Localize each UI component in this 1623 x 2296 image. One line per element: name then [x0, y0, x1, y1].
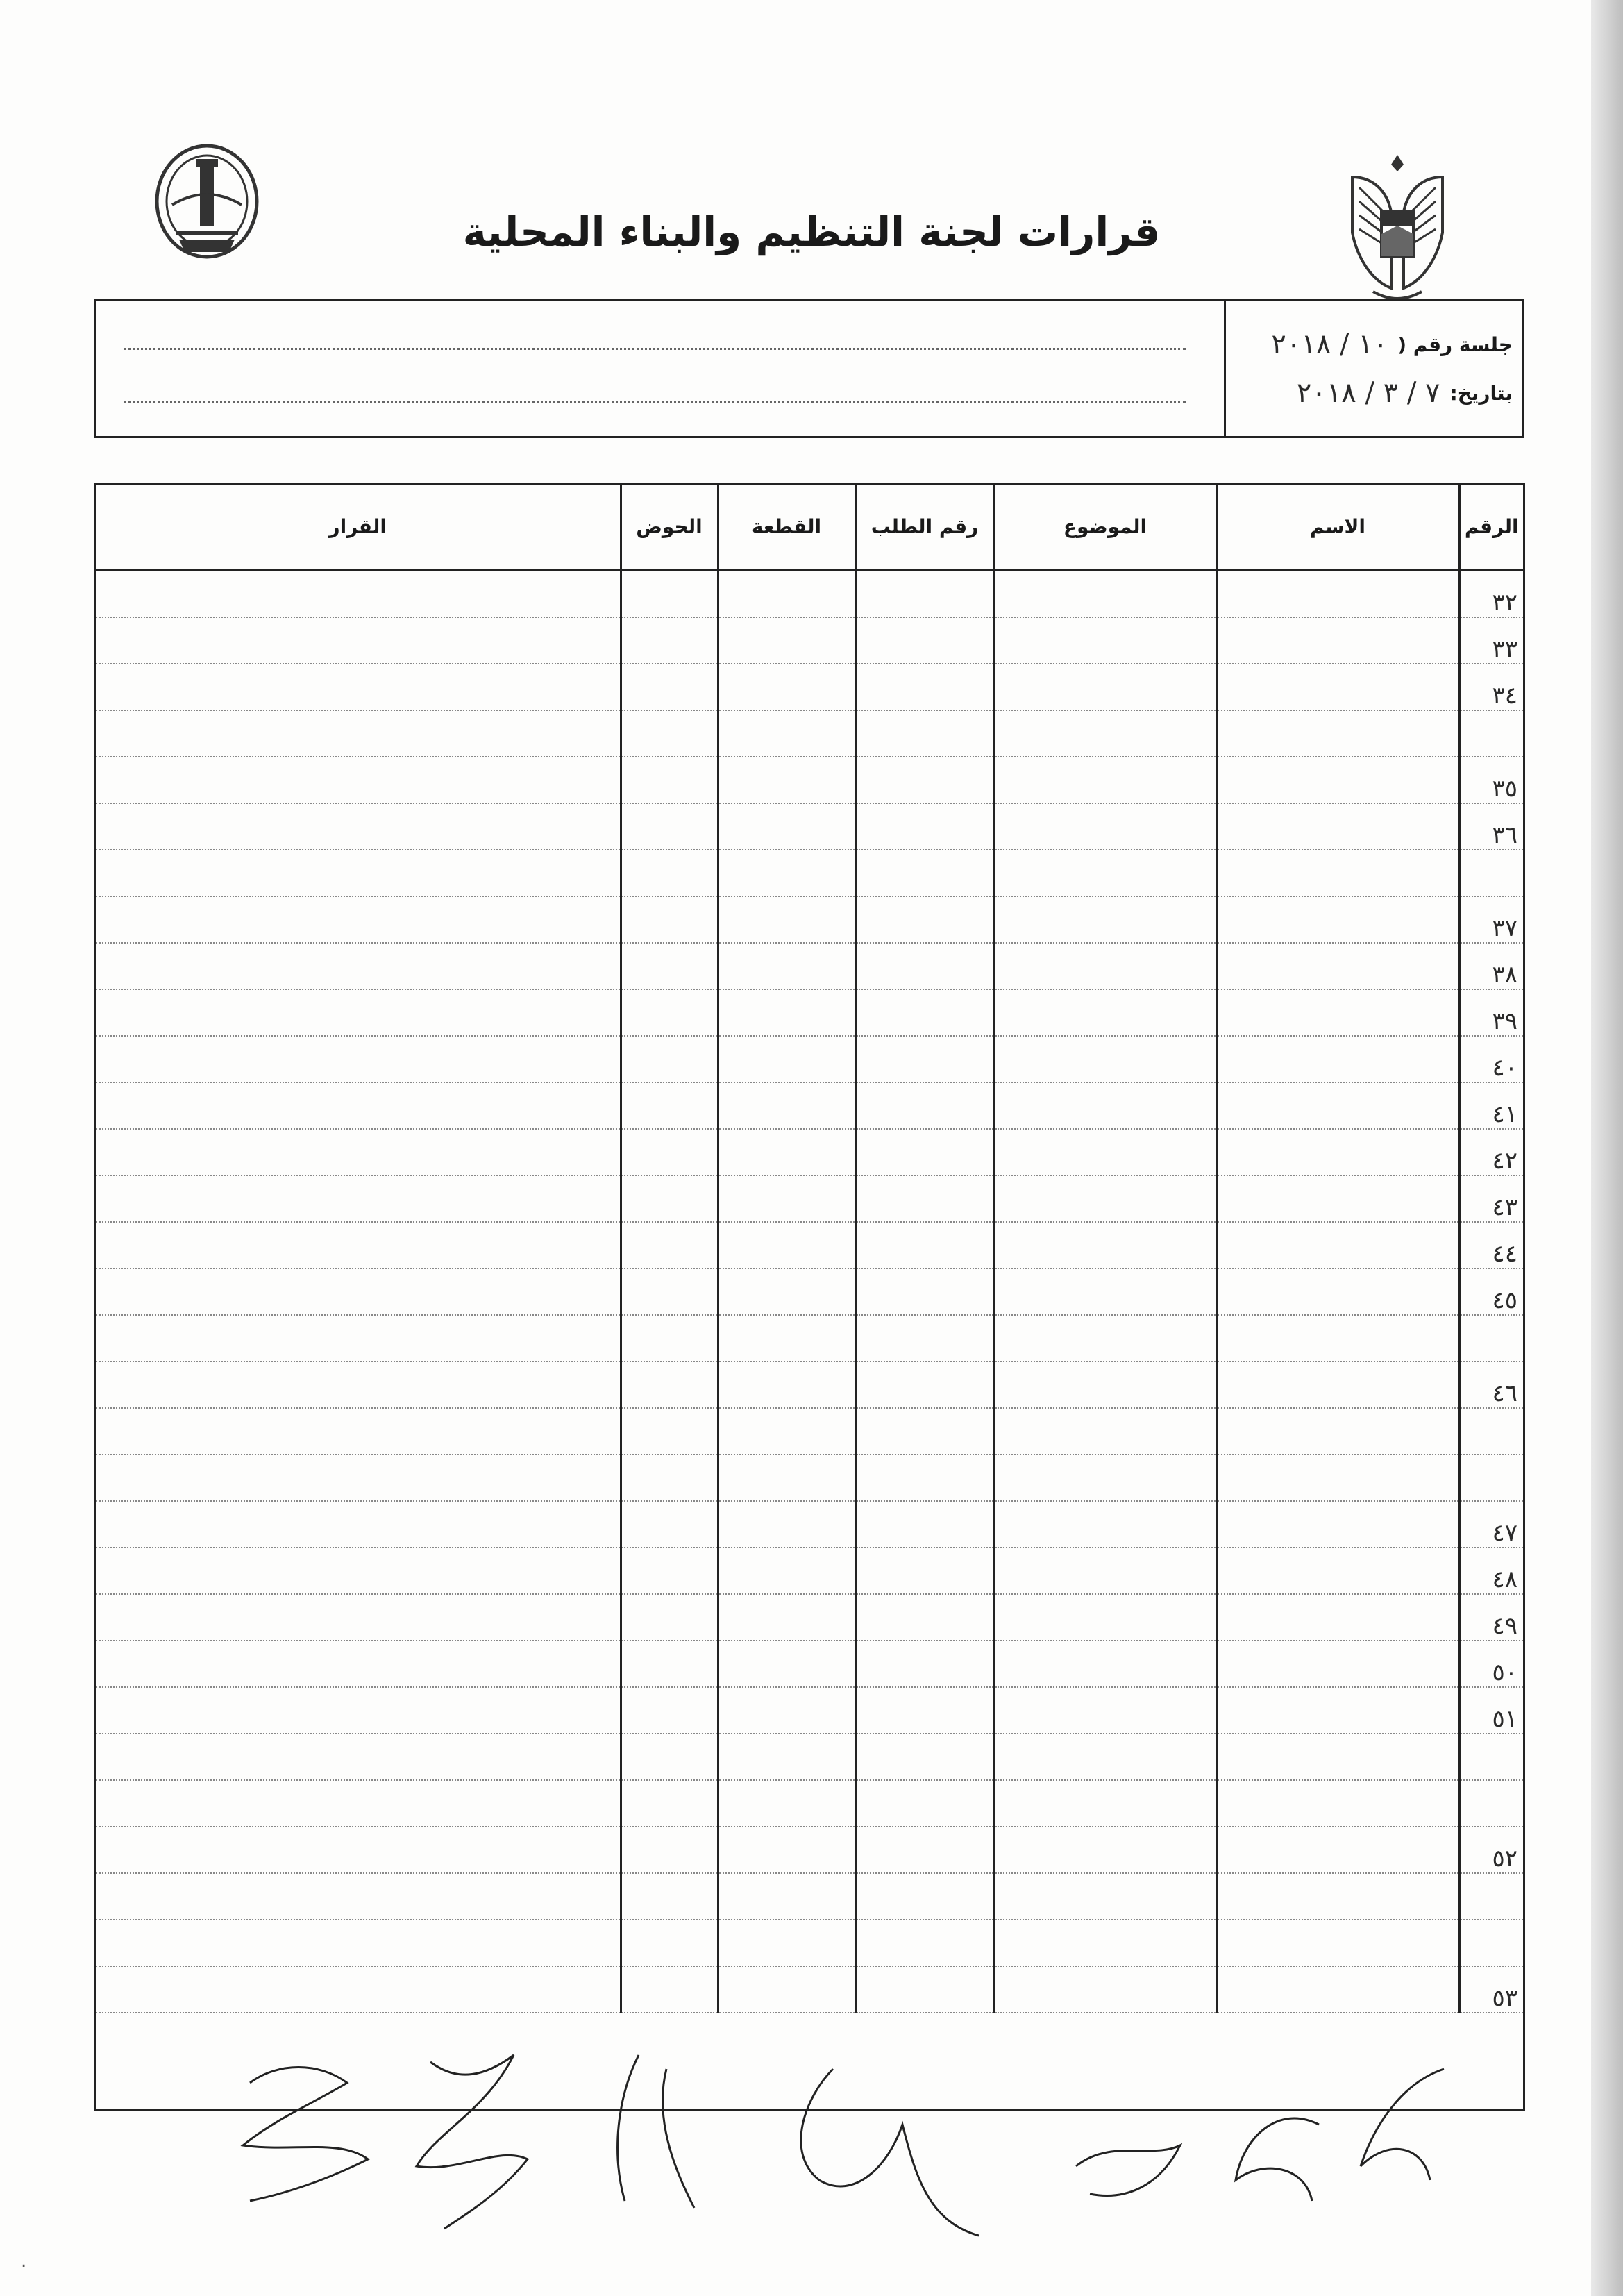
row-number: ٤٩ [1459, 1594, 1523, 1641]
row-number: ٤٨ [1459, 1548, 1523, 1594]
handwritten-cell [994, 1455, 1216, 1501]
column-header: الاسم [1216, 485, 1459, 571]
row-number: ٥٠ [1459, 1641, 1523, 1687]
handwritten-cell [96, 1175, 621, 1222]
handwritten-cell [994, 1315, 1216, 1361]
row-number [1459, 1780, 1523, 1827]
handwritten-cell [994, 1175, 1216, 1222]
handwritten-cell [621, 1408, 718, 1455]
table-row [96, 1548, 1523, 1594]
handwritten-cell [96, 1222, 621, 1268]
handwritten-cell [718, 989, 855, 1036]
handwritten-cell [855, 1920, 994, 1966]
handwritten-cell [621, 1641, 718, 1687]
column-header: الموضوع [994, 485, 1216, 571]
handwritten-cell [718, 1315, 855, 1361]
handwritten-cell [621, 1966, 718, 2013]
row-number: ٤٦ [1459, 1361, 1523, 1408]
row-number: ٥٣ [1459, 1966, 1523, 2013]
handwritten-cell [718, 1687, 855, 1734]
table-row [96, 1129, 1523, 1175]
table-row [96, 1966, 1523, 2013]
table-row [96, 757, 1523, 803]
handwritten-cell [994, 1036, 1216, 1082]
handwritten-cell [621, 710, 718, 757]
handwritten-cell [1216, 1873, 1459, 1920]
column-header: رقم الطلب [855, 485, 994, 571]
table-row [96, 1687, 1523, 1734]
handwritten-cell [855, 757, 994, 803]
handwritten-cell [1216, 1687, 1459, 1734]
handwritten-cell [994, 1548, 1216, 1594]
handwritten-cell [96, 664, 621, 710]
handwritten-cell [621, 803, 718, 850]
handwritten-cell [96, 571, 621, 618]
handwritten-cell [855, 1129, 994, 1175]
table-row [96, 896, 1523, 943]
signature-mark [417, 2055, 528, 2229]
handwritten-cell [621, 664, 718, 710]
handwritten-cell [994, 850, 1216, 896]
handwritten-cell [994, 1734, 1216, 1780]
handwritten-cell [994, 1827, 1216, 1873]
handwritten-cell [855, 1408, 994, 1455]
handwritten-cell [718, 1455, 855, 1501]
row-number: ٤٧ [1459, 1501, 1523, 1548]
handwritten-cell [994, 617, 1216, 664]
handwritten-cell [621, 1222, 718, 1268]
handwritten-cell [994, 1082, 1216, 1129]
handwritten-cell [855, 896, 994, 943]
handwritten-cell [96, 1082, 621, 1129]
handwritten-cell [855, 850, 994, 896]
handwritten-cell [994, 1966, 1216, 2013]
handwritten-cell [621, 1548, 718, 1594]
handwritten-cell [96, 1315, 621, 1361]
table-row [96, 1780, 1523, 1827]
table-row [96, 1594, 1523, 1641]
session-number-label: جلسة رقم ( [1397, 333, 1513, 356]
handwritten-cell [621, 1920, 718, 1966]
row-number: ٤٢ [1459, 1129, 1523, 1175]
handwritten-cell [1216, 617, 1459, 664]
handwritten-cell [855, 1082, 994, 1129]
table-row [96, 1361, 1523, 1408]
handwritten-cell [855, 1734, 994, 1780]
handwritten-cell [855, 1175, 994, 1222]
table-row [96, 1175, 1523, 1222]
handwritten-cell [855, 1873, 994, 1920]
handwritten-cell [96, 1408, 621, 1455]
handwritten-cell [621, 943, 718, 989]
table-row [96, 1641, 1523, 1687]
handwritten-cell [994, 664, 1216, 710]
handwritten-cell [994, 1687, 1216, 1734]
handwritten-cell [718, 850, 855, 896]
handwritten-cell [1216, 896, 1459, 943]
handwritten-cell [718, 1734, 855, 1780]
handwritten-cell [621, 1780, 718, 1827]
handwritten-cell [1216, 1361, 1459, 1408]
handwritten-cell [621, 1315, 718, 1361]
handwritten-cell [621, 1455, 718, 1501]
handwritten-cell [855, 571, 994, 618]
handwritten-cell [718, 1594, 855, 1641]
handwritten-cell [96, 1129, 621, 1175]
handwritten-cell [1216, 1455, 1459, 1501]
column-header: الرقم [1459, 485, 1523, 571]
handwritten-cell [621, 1036, 718, 1082]
handwritten-cell [718, 1268, 855, 1315]
handwritten-cell [1216, 989, 1459, 1036]
handwritten-cell [1216, 1780, 1459, 1827]
row-number: ٣٧ [1459, 896, 1523, 943]
table-row [96, 1222, 1523, 1268]
handwritten-cell [621, 1734, 718, 1780]
handwritten-cell [855, 1594, 994, 1641]
handwritten-cell [96, 896, 621, 943]
table-row [96, 943, 1523, 989]
table-row [96, 1455, 1523, 1501]
signatures-area [139, 2041, 1486, 2249]
table-row [96, 1268, 1523, 1315]
handwritten-cell [1216, 1222, 1459, 1268]
handwritten-cell [1216, 1827, 1459, 1873]
session-date-line [1226, 369, 1513, 417]
handwritten-cell [994, 1268, 1216, 1315]
handwritten-cell [96, 1780, 621, 1827]
handwritten-cell [994, 571, 1216, 618]
handwritten-cell [1216, 757, 1459, 803]
table-row [96, 1036, 1523, 1082]
handwritten-cell [718, 757, 855, 803]
handwritten-cell [718, 1827, 855, 1873]
handwritten-cell [994, 1222, 1216, 1268]
handwritten-cell [621, 896, 718, 943]
handwritten-cell [621, 1594, 718, 1641]
table-row [96, 1501, 1523, 1548]
handwritten-cell [855, 1315, 994, 1361]
handwritten-cell [855, 1966, 994, 2013]
handwritten-cell [621, 1082, 718, 1129]
handwritten-cell [1216, 1408, 1459, 1455]
handwritten-cell [855, 1361, 994, 1408]
handwritten-cell [718, 803, 855, 850]
row-number [1459, 1873, 1523, 1920]
handwritten-cell [855, 803, 994, 850]
handwritten-cell [718, 943, 855, 989]
table-row [96, 1315, 1523, 1361]
handwritten-cell [994, 1129, 1216, 1175]
column-header: القرار [96, 485, 621, 571]
row-number: ٣٨ [1459, 943, 1523, 989]
handwritten-cell [1216, 1641, 1459, 1687]
handwritten-cell [718, 1222, 855, 1268]
handwritten-cell [621, 1501, 718, 1548]
handwritten-cell [718, 571, 855, 618]
table-row [96, 989, 1523, 1036]
handwritten-cell [96, 1594, 621, 1641]
handwritten-cell [994, 757, 1216, 803]
handwritten-cell [718, 1082, 855, 1129]
handwritten-cell [718, 1501, 855, 1548]
handwritten-cell [718, 1548, 855, 1594]
session-date-label: بتاريخ: [1449, 381, 1513, 405]
table-row [96, 1827, 1523, 1873]
handwritten-cell [96, 1687, 621, 1734]
handwritten-cell [718, 1641, 855, 1687]
handwritten-cell [855, 1501, 994, 1548]
row-number: ٤٣ [1459, 1175, 1523, 1222]
handwritten-cell [1216, 1082, 1459, 1129]
handwritten-cell [621, 1129, 718, 1175]
handwritten-cell [718, 617, 855, 664]
row-number: ٣٩ [1459, 989, 1523, 1036]
handwritten-cell [621, 757, 718, 803]
table-row [96, 664, 1523, 710]
signature-mark [1236, 2069, 1444, 2201]
page-title: قرارات لجنة التنظيم والبناء المحلية [462, 208, 1161, 255]
handwritten-cell [96, 710, 621, 757]
handwritten-cell [718, 1780, 855, 1827]
signature-mark [618, 2055, 694, 2208]
handwritten-cell [96, 1734, 621, 1780]
notes-dotted-line [124, 401, 1186, 403]
handwritten-cell [1216, 1920, 1459, 1966]
handwritten-cell [994, 1594, 1216, 1641]
session-number-value: ١٠ / ٢٠١٨ [1271, 328, 1388, 360]
table-row [96, 1873, 1523, 1920]
decisions-table [94, 483, 1525, 2111]
handwritten-cell [994, 1641, 1216, 1687]
table-row [96, 1920, 1523, 1966]
row-number: ٥٢ [1459, 1827, 1523, 1873]
handwritten-cell [718, 1966, 855, 2013]
handwritten-cell [855, 617, 994, 664]
scan-edge-shadow [1591, 0, 1623, 2296]
handwritten-cell [1216, 1734, 1459, 1780]
handwritten-cell [96, 989, 621, 1036]
row-number [1459, 1734, 1523, 1780]
row-number: ٤١ [1459, 1082, 1523, 1129]
table-row [96, 803, 1523, 850]
table-row [96, 710, 1523, 757]
handwritten-cell [718, 1036, 855, 1082]
handwritten-cell [1216, 1594, 1459, 1641]
row-number [1459, 1315, 1523, 1361]
handwritten-cell [96, 617, 621, 664]
handwritten-cell [855, 1455, 994, 1501]
handwritten-cell [1216, 664, 1459, 710]
handwritten-cell [855, 1641, 994, 1687]
signature-mark [801, 2069, 979, 2236]
handwritten-cell [96, 1873, 621, 1920]
session-number-line [1226, 320, 1513, 369]
handwritten-cell [855, 664, 994, 710]
handwritten-cell [96, 1501, 621, 1548]
handwritten-cell [855, 1780, 994, 1827]
handwritten-cell [994, 896, 1216, 943]
handwritten-cell [718, 1920, 855, 1966]
row-number [1459, 1920, 1523, 1966]
handwritten-cell [718, 664, 855, 710]
row-number: ٣٥ [1459, 757, 1523, 803]
handwritten-cell [718, 1129, 855, 1175]
handwritten-cell [96, 1036, 621, 1082]
handwritten-cell [1216, 1966, 1459, 2013]
handwritten-cell [855, 1548, 994, 1594]
handwritten-cell [1216, 1501, 1459, 1548]
table-row [96, 617, 1523, 664]
table-body [96, 571, 1523, 2013]
handwritten-cell [718, 1408, 855, 1455]
handwritten-cell [621, 989, 718, 1036]
handwritten-cell [994, 1873, 1216, 1920]
row-number: ٤٠ [1459, 1036, 1523, 1082]
handwritten-cell [994, 1361, 1216, 1408]
handwritten-cell [621, 1827, 718, 1873]
handwritten-cell [855, 1222, 994, 1268]
row-number [1459, 1408, 1523, 1455]
column-header: الحوض [621, 485, 718, 571]
handwritten-cell [1216, 1129, 1459, 1175]
table-row [96, 1082, 1523, 1129]
handwritten-cell [994, 1780, 1216, 1827]
table-row [96, 571, 1523, 618]
page-mark: . [21, 2251, 27, 2272]
handwritten-cell [855, 989, 994, 1036]
handwritten-cell [96, 943, 621, 989]
handwritten-cell [96, 1966, 621, 2013]
signature-mark [243, 2068, 368, 2202]
handwritten-cell [621, 1873, 718, 1920]
row-number: ٥١ [1459, 1687, 1523, 1734]
row-number [1459, 710, 1523, 757]
handwritten-cell [994, 710, 1216, 757]
handwritten-cell [96, 1455, 621, 1501]
handwritten-cell [1216, 571, 1459, 618]
handwritten-cell [96, 1920, 621, 1966]
handwritten-cell [96, 757, 621, 803]
session-header-box [94, 299, 1524, 438]
handwritten-cell [994, 1408, 1216, 1455]
handwritten-cell [621, 1687, 718, 1734]
handwritten-cell [1216, 1315, 1459, 1361]
handwritten-cell [621, 617, 718, 664]
table-row [96, 1734, 1523, 1780]
session-info [1224, 301, 1522, 436]
handwritten-cell [96, 850, 621, 896]
signature-mark [1076, 2145, 1180, 2195]
handwritten-cell [855, 710, 994, 757]
handwritten-cell [855, 1268, 994, 1315]
column-header: القطعة [718, 485, 855, 571]
session-date-value: ٧ / ٣ / ٢٠١٨ [1296, 377, 1440, 409]
handwritten-cell [96, 1827, 621, 1873]
row-number: ٤٥ [1459, 1268, 1523, 1315]
handwritten-cell [994, 1920, 1216, 1966]
handwritten-cell [855, 943, 994, 989]
handwritten-cell [96, 1361, 621, 1408]
row-number: ٣٢ [1459, 571, 1523, 618]
handwritten-cell [621, 850, 718, 896]
handwritten-cell [1216, 803, 1459, 850]
row-number: ٣٦ [1459, 803, 1523, 850]
handwritten-cell [621, 1268, 718, 1315]
handwritten-cell [1216, 1175, 1459, 1222]
handwritten-cell [718, 1873, 855, 1920]
table-header-row [96, 485, 1523, 571]
handwritten-cell [855, 1687, 994, 1734]
handwritten-cell [1216, 850, 1459, 896]
handwritten-cell [855, 1036, 994, 1082]
table-row [96, 1408, 1523, 1455]
handwritten-cell [96, 1268, 621, 1315]
handwritten-cell [994, 989, 1216, 1036]
handwritten-cell [994, 1501, 1216, 1548]
handwritten-cell [621, 1175, 718, 1222]
handwritten-cell [994, 943, 1216, 989]
handwritten-cell [1216, 1548, 1459, 1594]
handwritten-cell [994, 803, 1216, 850]
handwritten-cell [96, 803, 621, 850]
handwritten-cell [621, 571, 718, 618]
handwritten-cell [718, 1175, 855, 1222]
handwritten-cell [1216, 1268, 1459, 1315]
handwritten-cell [718, 896, 855, 943]
row-number: ٤٤ [1459, 1222, 1523, 1268]
handwritten-cell [718, 710, 855, 757]
row-number: ٣٤ [1459, 664, 1523, 710]
handwritten-cell [96, 1641, 621, 1687]
row-number [1459, 850, 1523, 896]
row-number [1459, 1455, 1523, 1501]
handwritten-cell [1216, 943, 1459, 989]
handwritten-cell [621, 1361, 718, 1408]
handwritten-cell [96, 1548, 621, 1594]
row-number: ٣٣ [1459, 617, 1523, 664]
handwritten-cell [1216, 710, 1459, 757]
handwritten-cell [1216, 1036, 1459, 1082]
handwritten-cell [855, 1827, 994, 1873]
notes-dotted-line [124, 348, 1186, 350]
handwritten-cell [718, 1361, 855, 1408]
table-row [96, 850, 1523, 896]
